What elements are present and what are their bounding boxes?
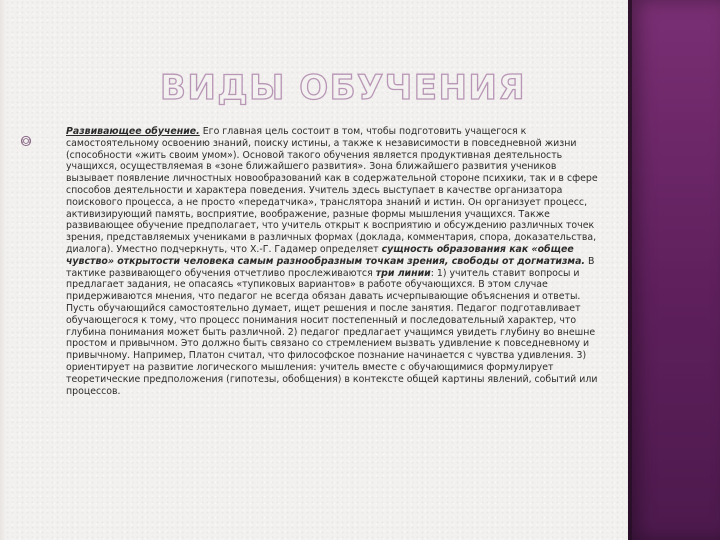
emphasis-three-lines: три линии [375, 267, 431, 279]
paragraph-text-1: Его главная цель состоит в том, чтобы подготовить учащегося к самостоятельному освоению знаний, поиску истины, а также к независимости в повседневной жизни (способности «жить своим умом»). Основой такого обучения является продуктивная деятельность учащихся, осуществляемая в «зоне ближайшего развития». Зона ближайшего развития учеников вызывает появление личностных новообразований как в содержательной стороне психики, так и в сфере способов деятельности и характера поведения. Учитель здесь выступает в качестве организатора поискового процесса, а не просто «передатчика», транслятора знаний и истин. Он организует процесс, активизирующий память, восприятие, воображение, разные формы мышления учащихся. Также развивающее обучение предполагает, что учитель открыт к восприятию и обсуждению различных точек зрения, представляемых учениками в различных формах (доклада, комментария, спора, доказательства, диалога). Уместно подчеркнуть, что Х.-Г. Гадамер определяет [66, 126, 598, 255]
slide-title: ВИДЫ ОБУЧЕНИЯ [160, 68, 527, 108]
paragraph-text-3: : 1) учитель ставит вопросы и предлагает задания, не опасаясь «тупиковых вариантов» в работе обучающихся. В этом случае придерживаются мнения, что педагог не всегда обязан давать исчерпывающие объяснения и ответы. Пусть обучающийся самостоятельно думает, ищет решения и после занятия. Педагог подготавливает обучающегося к тому, что процесс понимания носит постепенный и последовательный характер, что глубина понимания может быть различной. 2) педагог предлагает учащимся увидеть глубину во внешне простом и привычном. Это должно быть связано со стремлением вызвать удивление к повседневному и привычному. Например, Платон считал, что философское познание начинается с чувства удивления. 3) ориентирует на развитие логического мышления: учитель вместе с обучающимися формулирует теоретические предположения (гипотезы, обобщения) в контексте общей картины явлений, событий или процессов. [66, 267, 598, 397]
emphasis-gadamer-quote: сущность образования как «общее чувство» открытости человека самым разнообразным точкам зрения, свободы от догматизма. [66, 243, 585, 267]
paragraph-text-2: В тактике развивающего обучения отчетливо прослеживаются [66, 255, 595, 279]
left-edge-accent [0, 0, 6, 540]
term-developmental-learning: Развивающее обучение. [66, 126, 200, 137]
purple-side-band [628, 0, 720, 540]
body-paragraph [66, 126, 606, 397]
wreath-bullet-icon [20, 132, 32, 144]
